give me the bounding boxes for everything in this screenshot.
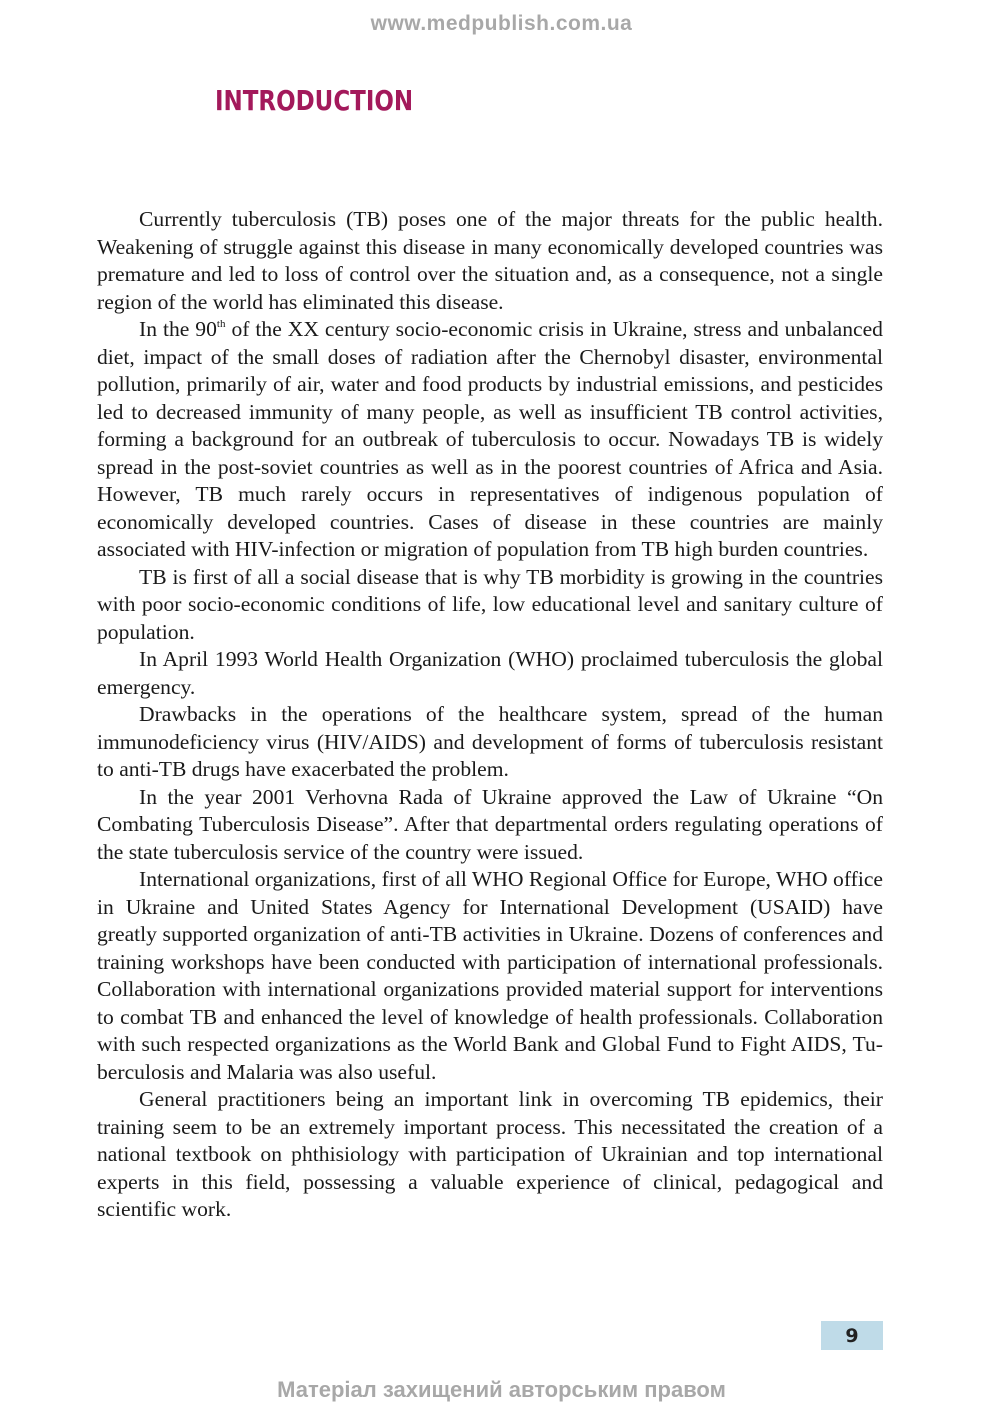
paragraph: [97, 316, 883, 564]
paragraph: Currently tuberculosis (TB) poses one of the major threats for the public health. Weakening of struggle against this disease in many economically developed countries was premature and led to loss of control over the situation and, as a consequence, not a single region of the world has eliminated this disease.: [97, 207, 883, 314]
paragraph-text: In the 90: [139, 317, 217, 341]
chapter-title: INTRODUCTION: [215, 84, 414, 117]
body-text: [97, 206, 883, 1224]
copyright-watermark: Матеріал захищений авторським правом: [277, 1377, 726, 1402]
watermark-url: www.medpublish.com.ua: [370, 12, 633, 35]
superscript: th: [216, 318, 226, 330]
page-number: 9: [821, 1321, 883, 1350]
paragraph: TB is first of all a social disease that is why TB morbidity is growing in the countries with poor socio-economic conditions of life, low educational level and sanitary culture of population.: [97, 564, 883, 644]
paragraph-text: of the XX century socio-economic crisis in Ukraine, stress and unbalanced diet, impact of the small doses of radiation after the Chernobyl disaster, environmental pollution, primarily of air, water and food products by industrial emissions, and pesticides led to decreased immunity of many people, as well as insufficient TB control activities, forming a background for an outbreak of tuberculosis to occur. Nowadays TB is widely spread in the post-soviet countries as well as in the poorest countries of Africa and Asia. However, TB much rarely occurs in representatives of indigenous population of economically developed countries. Cases of disease in these countries are mainly associated with HIV-infection or migration of population from TB high burden countries.: [97, 317, 883, 561]
paragraph: General practitioners being an important link in overcoming TB epidemics, their training seem to be an extremely important process. This necessitated the creation of a national textbook on phthisiology with participation of Ukrainian and top international experts in this field, possessing a valuable experience of clinical, pedagogical and scientific work.: [97, 1087, 883, 1221]
paragraph: In the year 2001 Verhovna Rada of Ukraine approved the Law of Ukraine “On Combating Tuberculosis Disease”. After that departmental orders regulating operations of the state tuberculosis service of the country were issued.: [97, 784, 883, 864]
paragraph: In April 1993 World Health Organization (WHO) proclaimed tuberculosis the global emergency.: [97, 647, 883, 699]
paragraph: International organizations, first of all WHO Regional Office for Europe, WHO office in Ukraine and United States Agency for International Development (USAID) have greatly supported organization of anti-TB activities in Ukraine. Dozens of conferences and training workshops have been conducted with participation of international professionals. Collaboration with international organizations provided material support for interventions to combat TB and enhanced the level of knowledge of health professionals. Collaboration with such respected organizations as the World Bank and Global Fund to Fight AIDS, Tuberculosis and Malaria was also useful.: [97, 867, 883, 1084]
paragraph: Drawbacks in the operations of the healthcare system, spread of the human immunodeficiency virus (HIV/AIDS) and development of forms of tuberculosis resistant to anti-TB drugs have exacerbated the problem.: [97, 702, 883, 781]
